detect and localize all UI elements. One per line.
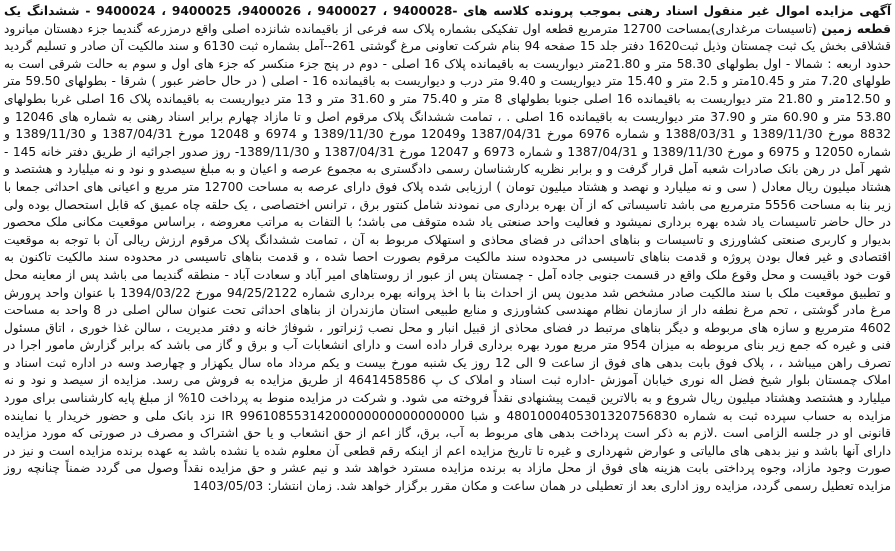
notice-paragraph xyxy=(4,3,891,496)
notice-title: آگهی مزایده اموال غیر منقول اسناد رهنی بموجب پرونده کلاسه های -9400028 ، 9400027 ، 9400026، 9400025 ، 9400024 - ششدانگ یک قطعه زمین xyxy=(4,4,892,36)
notice-body: (تاسیسات مرغداری)بمساحت 12700 مترمربع قطعه اول تفکیکی بشماره پلاک سه فرعی از باقیمانده شانزده اصلی واقع درمزرعه گندیما جزء دهستان میانرود قشلاقی بخش یک ثبت چمستان وذیل ثبت1620 دفتر جلد 15 صفحه 94 بنام شرکت تعاونی مرغ گوشتی 261--آمل بشماره ثبت 6130 و سند مالکیت آن صادر و تسلیم گردید حدود اربعه : شمالا - اول بطولهای 58.30 متر و 21.80متر دیواریست به باقیمانده پلاک 16 اصلی - دوم در پنج جزء منکسر که جزء های اول و سوم به حالت شرقی است به طولهای 7.20 متر و 10.45متر و 2.5 متر و 15.40 متر دیواریست و 9.40 متر درب و دیواریست به باقیمانده 16 - اصلی ( در حال حاضر عبور ) شرقا - بطولهای 59.50 متر و 12.50متر و 21.80 متر دیواریست به باقیمانده 16 اصلی جنوبا بطولهای 8 متر و 75.40 متر و 31.60 متر و 13 متر دیواریست به باقیمانده پلاک 16 اصلی غربا بطولهای 53.80 متر و 60.90 متر و 37.90 متر دیواریست به باقیمانده 16 اصلی . ، تمامت ششدانگ پلاک مرقوم اصل و تا مازاد چهارم برابر اسناد رهنی به شماره های 12046 و 8832 مورخ 1389/11/30 و 1388/03/31 و شماره 6976 مورخ 1387/04/31 و12049 مورخ 1389/11/30 و 6974 و 12048 مورخ 1387/04/31 و 1389/11/30 و شماره 12050 و 6975 و مورخ 1389/11/30 و 1387/04/31 و شماره 6973 و 12047 مورخ 1387/04/31 و 1389/11/30- روز صدور اجرائیه از طریق دفتر خانه 145 - شهر آمل در رهن بانک صادرات شعبه آمل قرار گرفت و و برابر نظریه کارشناسان رسمی دادگستری به مجموع عرصه و اعیان و به مبلغ سیصدو و نود و نه میلیارد و هشتصد و هشتاد میلیون ریال معادل ( سی و نه میلیارد و نهصد و هشتاد میلیون تومان ) ارزیابی شده پلاک فوق دارای عرصه به مساحت 12700 متر مربع و اعیانی های احداثی جمعا با زیر بنا به مساحت 5556 مترمربع می باشد تاسیساتی که از آن بهره برداری می نمودند شامل کنتور برق ، ترانس اختصاصی ، یک حلقه چاه عمیق که قابل استحصال بوده ولی در حال حاضر تاسیسات یاد شده بهره برداری نمیشود و فعالیت واحد صنعتی یاد شده متوقف می باشد؛ با التفات به مراتب معروضه ، براساس موقعیت مکانی ملک محصور بدیوار و کاربری صنعتی کشاورزی و تاسیسات و بناهای احداثی در فضای محاذی و استهلاک مربوط به آن ، تمامت ششدانگ پلاک مرقوم ارزش ریالی آن با توجه به موقعیت اقتصادی و غیر فعال بودن پروژه و قدمت بناهای تاسیسی در محدوده سند مالکیت مرقوم بصورت احصا شده ، و قدمت بناهای تاسیسی در محدوده سند مالکیت تاکنون به قوت خود باقیست و محل وقوع ملک واقع در قسمت جنوبی جاده آمل - چمستان پس از عبور از روستاهای امیر آباد و سعادت آباد - منطقه گندیما می باشد پس از معاینه محل و تطبیق موقعیت ملک با سند مالکیت صادر مشخص شد مدیون پس از احداث بنا با اخذ پروانه بهره برداری شماره 94/25/2122 مورخ 1394/03/22 با عنوان واحد پرورش مرغ مادر گوشتی ، تحم مرغ نطفه دار از سازمان نظام مهندسی کشاورزی و منابع طبیعی استان مازندران از بناهای احداثی تحت عنوان سالن اصلی در 8 واحد به مساحت 4602 مترمربع و سازه های مربوطه و دیگر بناهای مرتبط در فضای محاذی از قبیل انبار و محل نصب ژنراتور ، شوفاژ خانه و دفتر مدیریت ، سالن غذا خوری ، اتاق مسئول فنی و غیره که جمع زیر بنای مربوطه به میزان 954 متر مربع مورد بهره برداری قرار داده است و دارای انشعابات آب و برق و گاز می باشد که برابر گزارش مامور اجرا در تصرف راهن میباشد ، ، پلاک فوق بابت بدهی های فوق از ساعت 9 الی 12 روز یک شنبه مورخ بیست و یکم مرداد ماه سال یکهزار و چهارصد وسه در اداره ثبت اسناد و املاک چمستان بلوار شیخ فضل اله نوری خیابان آموزش -اداره ثبت اسناد و املاک ک پ 4641458586 از طریق مزایده به فروش می رسد. مزایده از سیصد و نود و نه میلیارد و هشتصد وهشتاد میلیون ریال شروع و به بالاترین قیمت پیشنهادی نقداً فروخته می شود. و شرکت در مزایده منوط به پرداخت 10% از مبلغ پایه کارشناسی برای مورد مزایده به حساب سپرده ثبت به شماره 4801000405301320756830 و شبا IR 99610855314200000000000000000 نزد بانک ملی و حضور خریدار یا نماینده قانونی او در جلسه الزامی است .لازم به ذکر است پرداخت بدهی های مربوط به آب، برق، گاز اعم از حق انشعاب و یا حق اشتراک و مصرف در صورتی که مورد مزایده دارای آنها باشد و نیز بدهی های مالیاتی و عوارض شهرداری و غیره تا تاریخ مزایده اعم از اینکه رقم قطعی آن معلوم شده یا نشده باشد به عهده برنده مزایده است و نیز در صورت وجود مازاد، وجوه پرداختی بابت هزینه های فوق از محل مازاد به برنده مزایده مسترد خواهد شد و نیم عشر و حق مزایده نقداً وصول می گردد ضمناً چنانچه روز مزایده تعطیل رسمی گردد، مزایده روز اداری بعد از تعطیلی در همان ساعت و مکان مقرر برگزار خواهد شد. زمان انتشار: 1403/05/03 xyxy=(4,21,892,494)
